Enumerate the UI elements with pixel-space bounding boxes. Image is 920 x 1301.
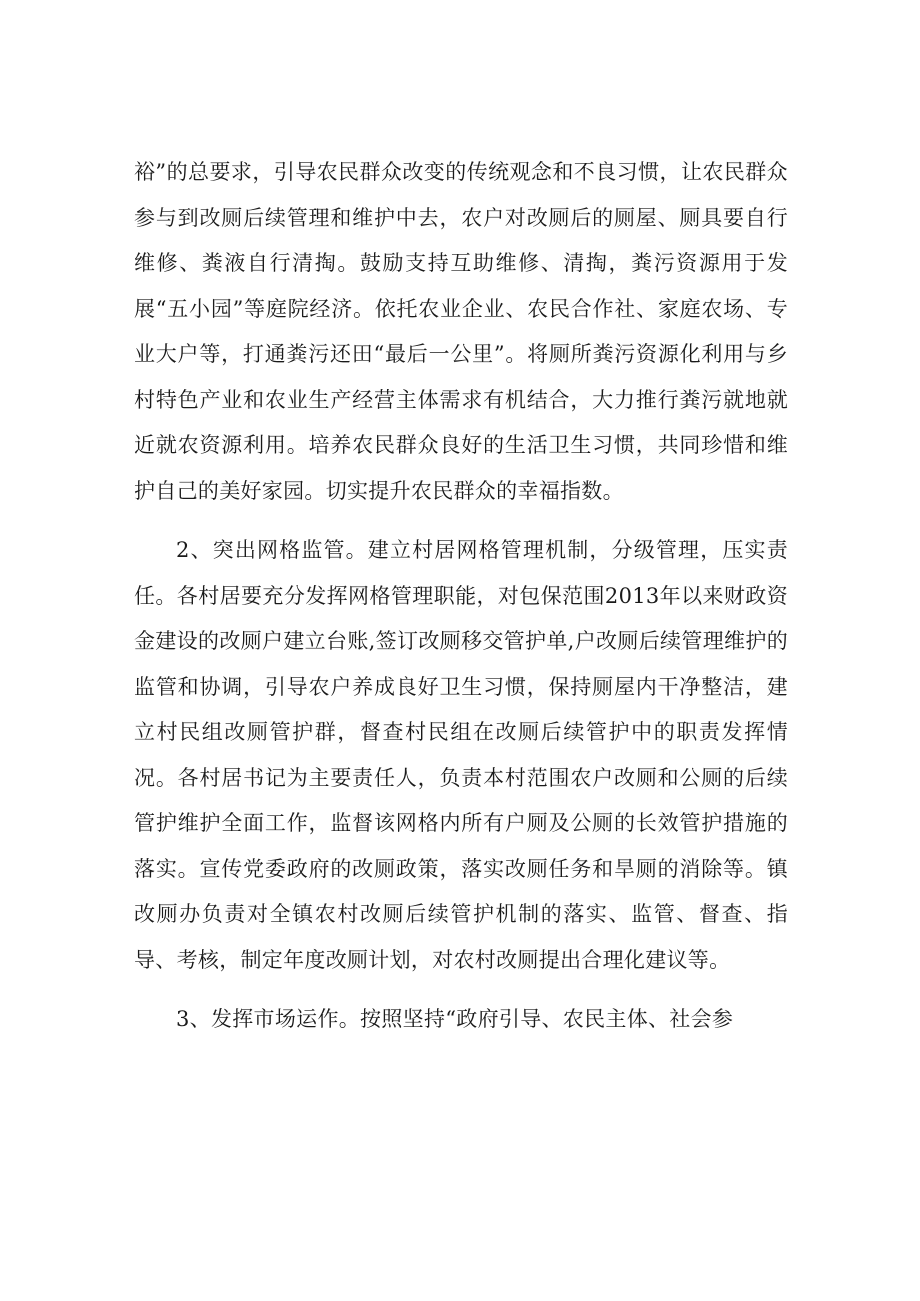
paragraph-continuation: 裕”的总要求，引导农民群众改变的传统观念和不良习惯，让农民群众参与到改厕后续管理和维护中去，农户对改厕后的厕屋、厕具要自行维修、粪液自行清掏。鼓励支持互助维修、清掏，粪污资源用于发展“五小园”等庭院经济。依托农业企业、农民合作社、家庭农场、专业大户等，打通粪污还田“最后一公里”。将厕所粪污资源化利用与乡村特色产业和农业生产经营主体需求有机结合，大力推行粪污就地就近就农资源利用。培养农民群众良好的生活卫生习惯，共同珍惜和维护自己的美好家园。切实提升农民群众的幸福指数。 bbox=[134, 160, 788, 503]
paragraph-market-operation: 3、发挥市场运作。按照坚持“政府引导、农民主体、社会参 bbox=[176, 1007, 734, 1031]
paragraph-grid-supervision: 2、突出网格监管。建立村居网格管理机制，分级管理，压实责任。各村居要充分发挥网格管理职能，对包保范围2013年以来财政资金建设的改厕户建立台账,签订改厕移交管护单,户改厕后续管理维护的监管和协调，引导农户养成良好卫生习惯，保持厕屋内干净整洁，建立村民组改厕管护群，督查村民组在改厕后续管护中的职责发挥情况。各村居书记为主要责任人，负责本村范围农户改厕和公厕的后续管护维护全面工作，监督该网格内所有户厕及公厕的长效管护措施的落实。宣传党委政府的改厕政策，落实改厕任务和旱厕的消除等。镇改厕办负责对全镇农村改厕后续管护机制的落实、监管、督查、指导、考核，制定年度改厕计划，对农村改厕提出合理化建议等。 bbox=[134, 538, 788, 972]
document-body bbox=[134, 150, 788, 1043]
